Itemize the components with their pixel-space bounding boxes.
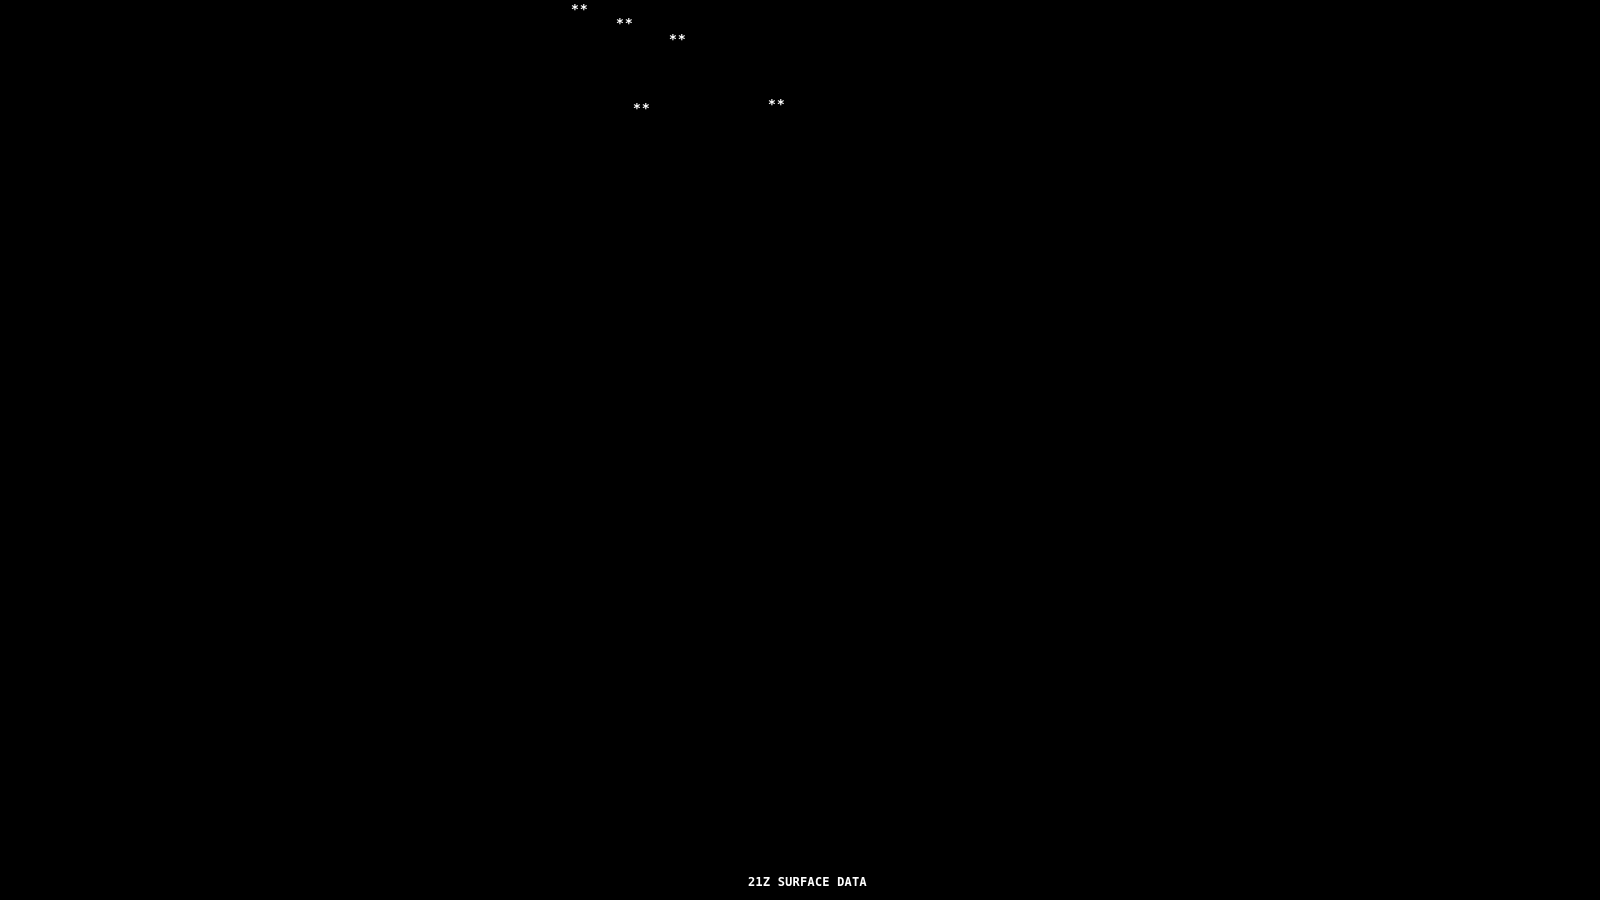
missing-data-marker: ** xyxy=(633,102,651,117)
missing-data-marker: ** xyxy=(616,17,634,32)
missing-data-marker: ** xyxy=(571,3,589,18)
plot-title: 21Z SURFACE DATA xyxy=(748,875,867,889)
missing-data-marker: ** xyxy=(768,98,786,113)
missing-data-marker: ** xyxy=(669,33,687,48)
